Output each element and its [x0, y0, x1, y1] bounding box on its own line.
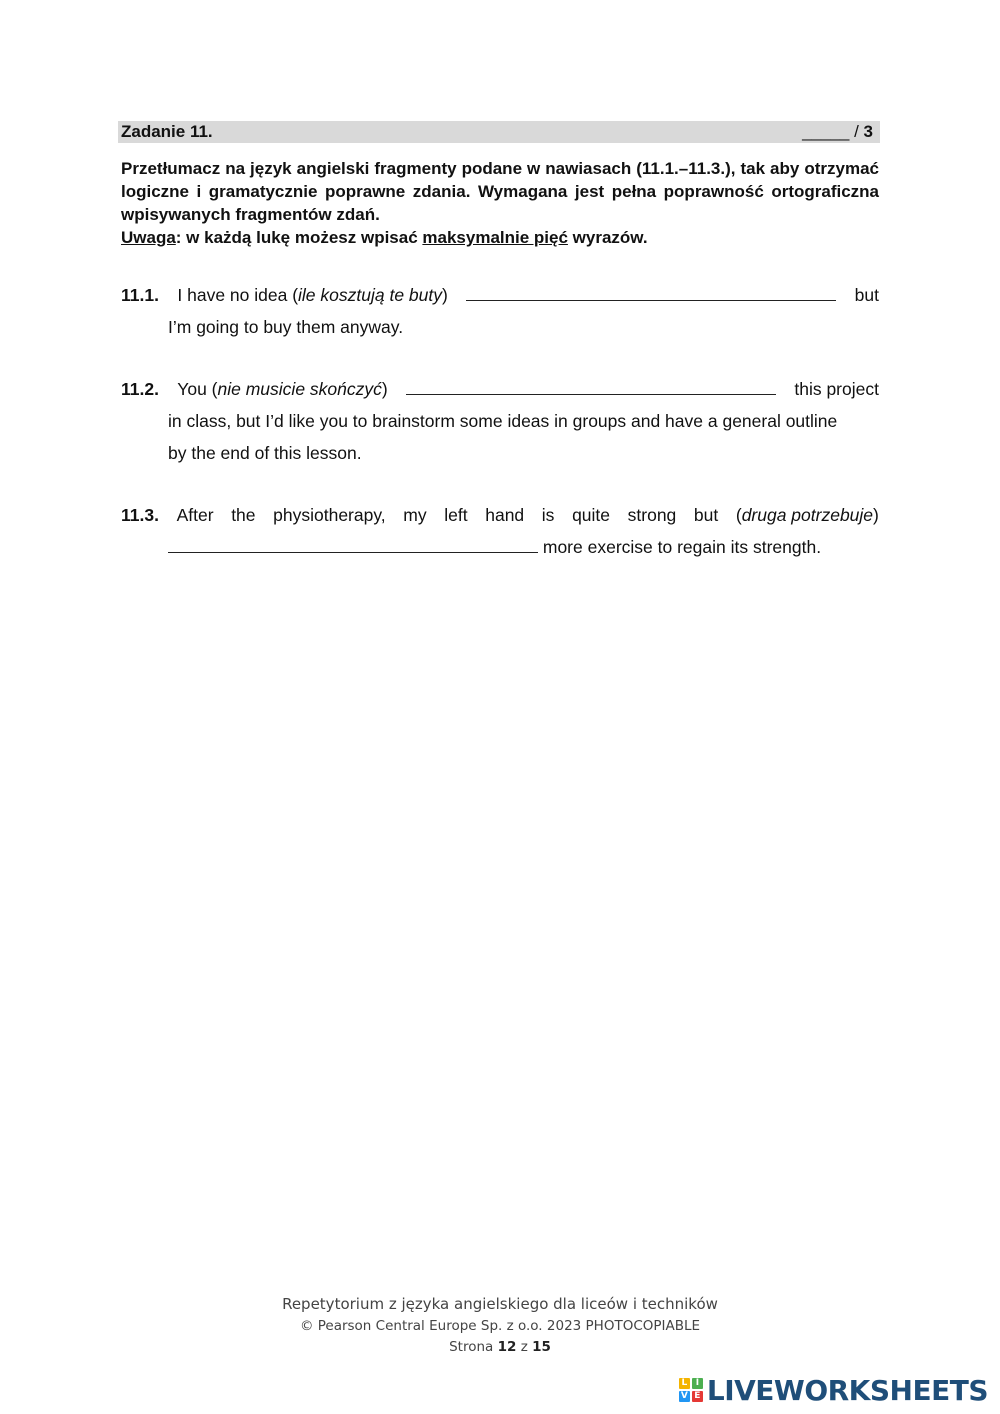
- footer-book-title: Repetytorium z języka angielskiego dla liceów i techników: [282, 1295, 718, 1313]
- answer-gap-11-3[interactable]: [168, 534, 538, 553]
- item-hint: nie musicie skończyć: [217, 379, 382, 399]
- score-box: [802, 121, 873, 143]
- item-word: hand: [485, 505, 525, 525]
- instructions-note: [121, 226, 879, 249]
- footer-copyright: © Pearson Central Europe Sp. z o.o. 2023 PHOTOCOPIABLE: [299, 1318, 701, 1334]
- item-hint: ile kosztują te buty: [298, 285, 442, 305]
- item-word: my: [403, 505, 427, 525]
- item-pre: [177, 279, 447, 311]
- page-sep: z: [516, 1339, 533, 1355]
- item-pre-text: You (: [177, 379, 218, 399]
- logo-tile: V: [679, 1391, 690, 1402]
- item-post-text: ): [442, 285, 448, 305]
- page-footer: [0, 1292, 1000, 1358]
- liveworksheets-wordmark: LIVEWORKSHEETS: [706, 1373, 988, 1407]
- item-word: strong: [627, 505, 677, 525]
- note-text-a: : w każdą lukę możesz wpisać: [175, 228, 423, 247]
- item-line: [121, 373, 879, 405]
- item-word: After: [176, 505, 214, 525]
- item-post-text: ): [381, 379, 388, 399]
- item-rest: more exercise to regain its strength.: [542, 537, 822, 557]
- task-header: [118, 121, 880, 143]
- item-line: [121, 499, 879, 531]
- item-word: physiotherapy,: [273, 505, 386, 525]
- item-continuation: [121, 531, 879, 563]
- item-hint-group: [736, 499, 879, 531]
- logo-tile: E: [692, 1391, 703, 1402]
- item-continuation: I’m going to buy them anyway.: [168, 317, 404, 337]
- item-pre: [177, 373, 387, 405]
- logo-tile: L: [679, 1378, 690, 1389]
- item-word: the: [231, 505, 256, 525]
- liveworksheets-icon: [679, 1378, 703, 1402]
- answer-gap-11-1[interactable]: [466, 282, 836, 301]
- item-word: left: [444, 505, 468, 525]
- logo-tile: I: [692, 1378, 703, 1389]
- note-label: Uwaga: [121, 228, 176, 247]
- item-hint: druga potrzebuje: [741, 505, 874, 525]
- page-current: 12: [497, 1339, 517, 1355]
- page-label: Strona: [449, 1339, 498, 1355]
- item-pre-text: I have no idea (: [177, 285, 299, 305]
- note-emphasis: maksymalnie pięć: [422, 228, 568, 247]
- item-word: but: [693, 505, 719, 525]
- score-max: 3: [863, 122, 873, 141]
- item-after: this project: [794, 379, 879, 399]
- item-after: but: [854, 285, 879, 305]
- item-word: quite: [572, 505, 611, 525]
- instructions: [121, 157, 879, 249]
- instructions-text: Przetłumacz na język angielski fragmenty podane w nawiasach (11.1.–11.3.), tak aby otrzymać logiczne i gramatycznie poprawne zdania. Wymagana jest pełna poprawność ortograficzna wpisywanych fragmentów zdań.: [121, 159, 879, 224]
- item-word: is: [541, 505, 555, 525]
- liveworksheets-logo[interactable]: [679, 1372, 988, 1408]
- task-title: Zadanie 11.: [121, 122, 213, 141]
- item-continuation-2: by the end of this lesson.: [168, 443, 362, 463]
- item-pre-text: (: [735, 505, 742, 525]
- answer-gap-11-2[interactable]: [406, 376, 776, 395]
- score-separator: /: [849, 122, 864, 141]
- item-continuation: in class, but I’d like you to brainstorm some ideas in groups and have a general outline: [168, 411, 838, 431]
- exercise-item-11-2: [121, 373, 879, 469]
- page-total: 15: [532, 1339, 551, 1355]
- item-post-text: ): [873, 505, 879, 525]
- exercise-item-11-3: [121, 499, 879, 563]
- item-line: [121, 279, 879, 311]
- item-number: 11.2.: [121, 379, 159, 399]
- item-number: 11.1.: [121, 285, 159, 305]
- score-blank[interactable]: _____: [802, 122, 850, 141]
- item-number: 11.3.: [121, 505, 159, 525]
- footer-page-number: [0, 1336, 1000, 1358]
- exercise-item-11-1: [121, 279, 879, 343]
- note-text-b: wyrazów.: [567, 228, 648, 247]
